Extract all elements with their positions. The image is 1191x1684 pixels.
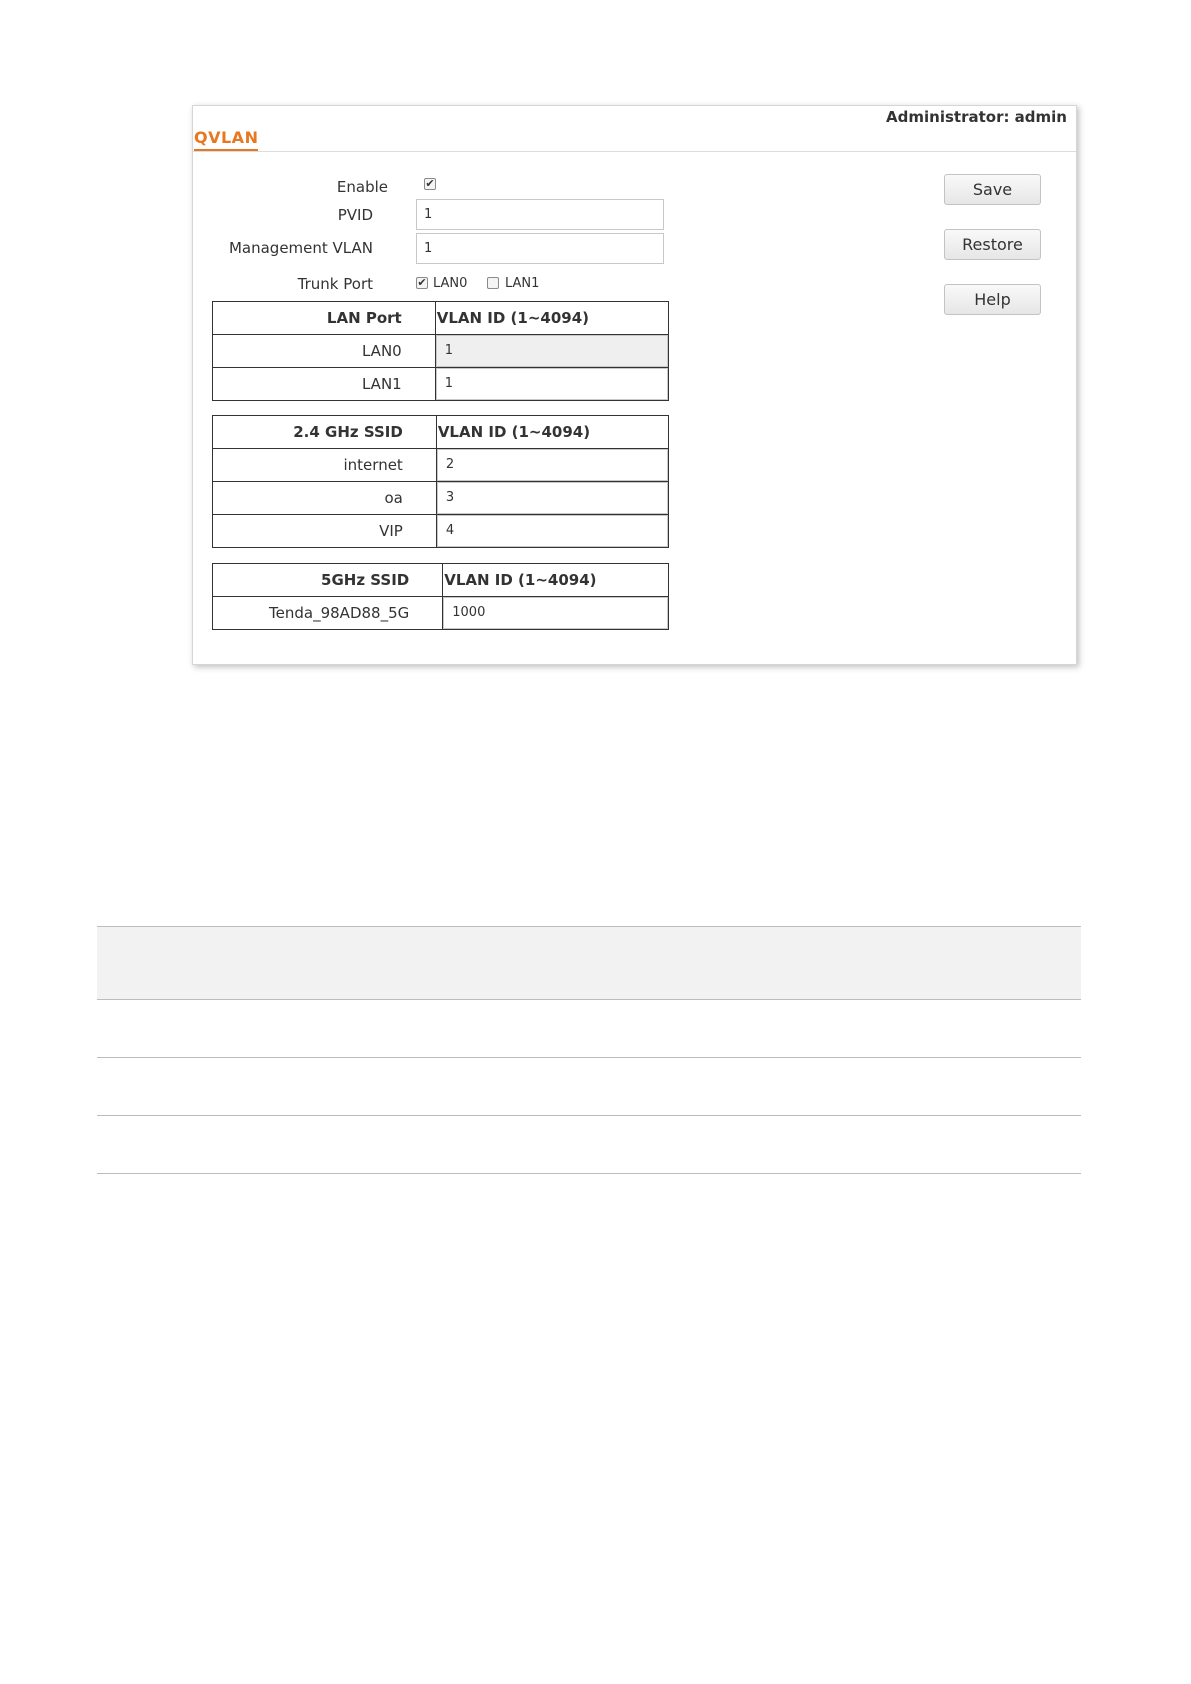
pvid-input[interactable]: 1 [416, 199, 664, 230]
administrator-label: Administrator: admin [886, 108, 1067, 126]
ssid-5ghz-header: 5GHz SSID [213, 564, 443, 597]
lan-port-header: LAN Port [213, 302, 436, 335]
lan-port-name: LAN0 [213, 335, 436, 368]
table-row [213, 597, 669, 630]
table-row [213, 515, 669, 548]
ssid-vlan-input[interactable]: 2 [437, 449, 668, 481]
trunk-lan1-label: LAN1 [505, 276, 540, 291]
ssid-name: oa [213, 482, 437, 515]
ssid-5ghz-table [212, 563, 669, 630]
trunk-lan0-checkbox[interactable]: ✔ [417, 276, 427, 289]
ssid-name: VIP [213, 515, 437, 548]
document-table-rule [97, 1173, 1081, 1174]
management-vlan-label: Management VLAN [228, 239, 373, 257]
table-header-row [213, 564, 669, 597]
ssid-name: internet [213, 449, 437, 482]
table-row [213, 482, 669, 515]
pvid-label: PVID [337, 206, 373, 224]
enable-checkbox[interactable]: ✔ [425, 177, 435, 190]
vlan-id-header: VLAN ID (1~4094) [435, 302, 668, 335]
help-button[interactable]: Help [944, 284, 1041, 315]
lan-port-name: LAN1 [213, 368, 436, 401]
lan0-vlan-input: 1 [436, 335, 668, 367]
document-table-rule [97, 1115, 1081, 1116]
qvlan-panel [192, 105, 1077, 665]
save-button[interactable]: Save [944, 174, 1041, 205]
document-table-header [97, 926, 1081, 1000]
document-table-rule [97, 1057, 1081, 1058]
lan-port-table [212, 301, 669, 401]
enable-label: Enable [336, 178, 388, 196]
table-header-row [213, 302, 669, 335]
page-title: QVLAN [194, 128, 259, 147]
ssid-24ghz-table [212, 415, 669, 548]
ssid-name: Tenda_98AD88_5G [213, 597, 443, 630]
title-divider [193, 151, 1076, 152]
vlan-id-header: VLAN ID (1~4094) [436, 416, 668, 449]
ssid-vlan-input[interactable]: 4 [437, 515, 668, 547]
table-header-row [213, 416, 669, 449]
table-row [213, 368, 669, 401]
ssid-vlan-input[interactable]: 1000 [443, 597, 668, 629]
restore-button[interactable]: Restore [944, 229, 1041, 260]
trunk-lan0-label: LAN0 [433, 276, 468, 291]
table-row [213, 449, 669, 482]
lan1-vlan-input[interactable]: 1 [436, 368, 668, 400]
vlan-id-header: VLAN ID (1~4094) [443, 564, 669, 597]
table-row [213, 335, 669, 368]
ssid-24ghz-header: 2.4 GHz SSID [213, 416, 437, 449]
trunk-port-label: Trunk Port [297, 275, 373, 293]
trunk-lan1-checkbox[interactable] [487, 277, 499, 289]
ssid-vlan-input[interactable]: 3 [437, 482, 668, 514]
management-vlan-input[interactable]: 1 [416, 233, 664, 264]
